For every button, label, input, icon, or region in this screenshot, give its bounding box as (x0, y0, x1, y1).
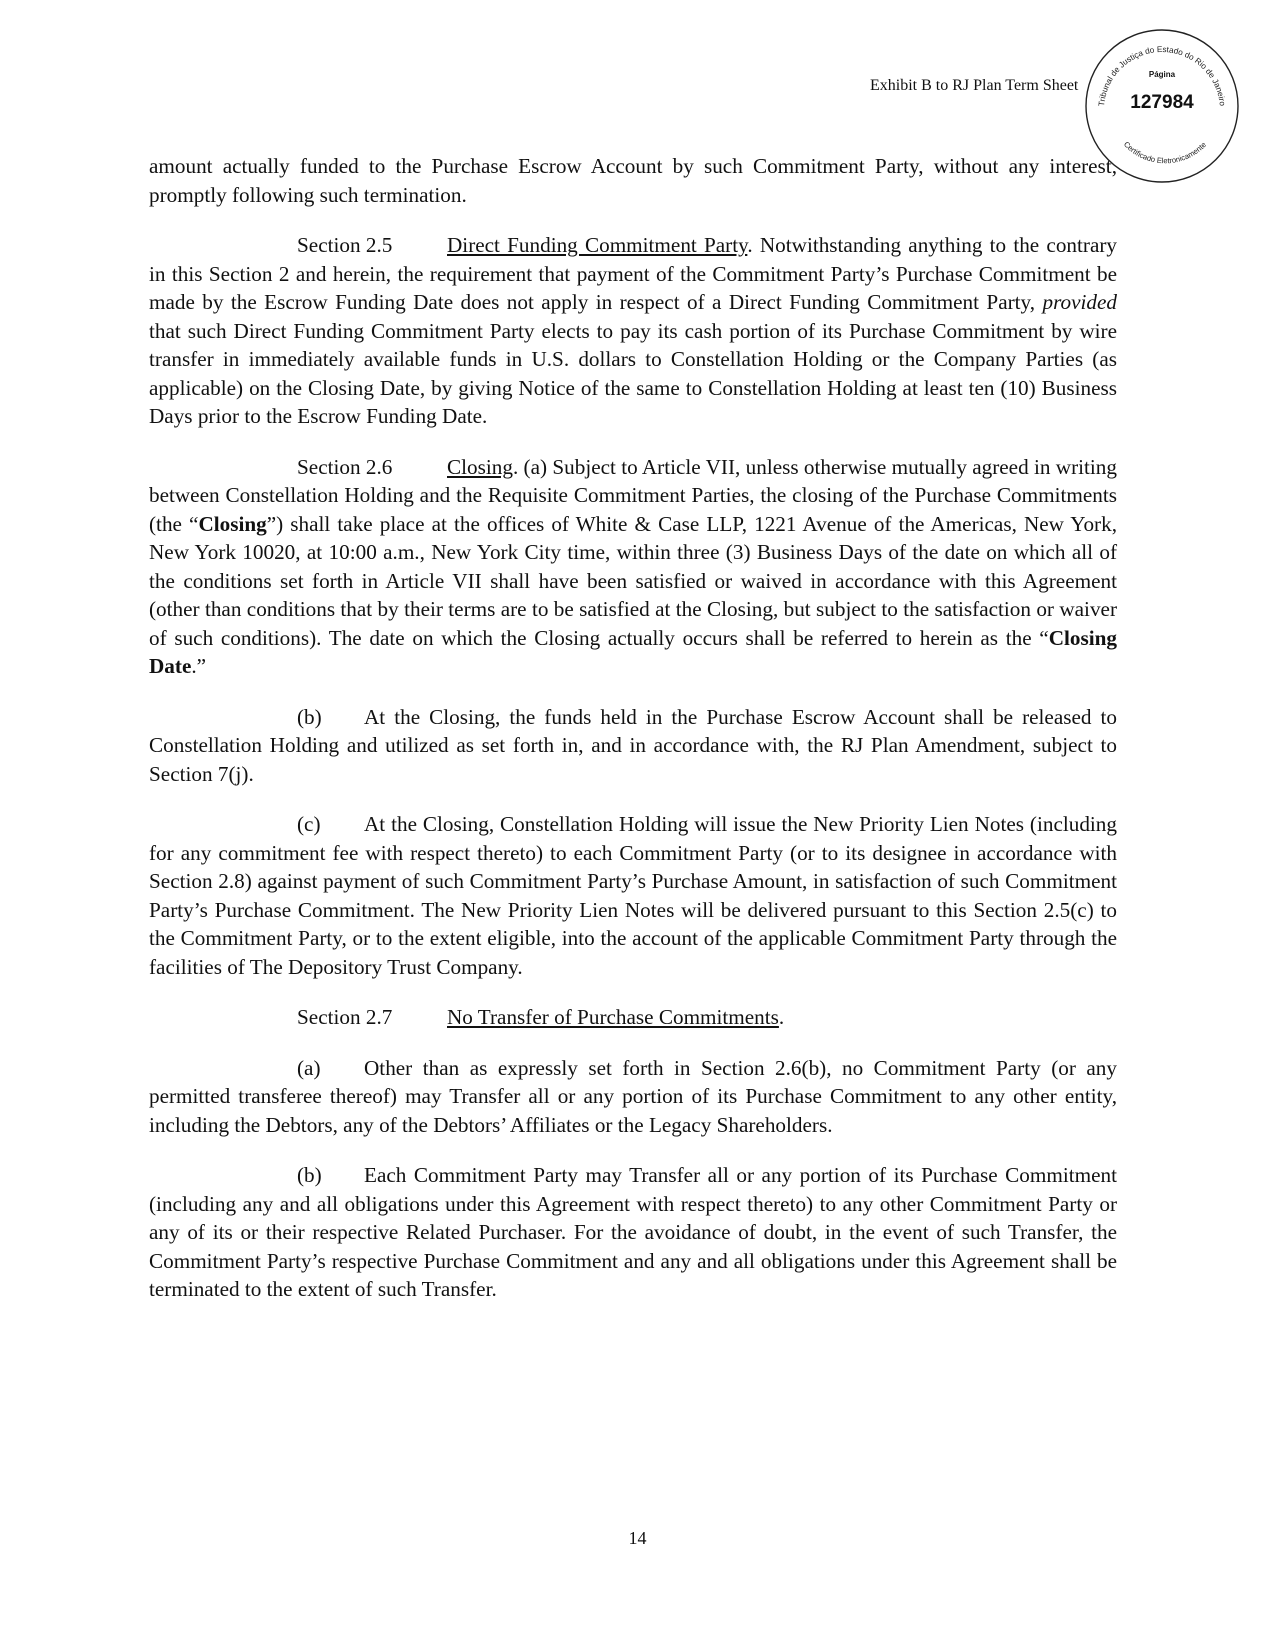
section-text: that such Direct Funding Commitment Party elects to pay its cash portion of its Purchase Commitment by wire transfer in immediately available funds in U.S. dollars to Constellation Holding or the Company Parties (as applicable) on the Closing Date, by giving Notice of the same to Constellation Holding at least ten (10) Business Days prior to the Escrow Funding Date. (149, 318, 1117, 428)
subsection-label: (b) (297, 704, 322, 729)
subsection-text: At the Closing, the funds held in the Purchase Escrow Account shall be released to Constellation Holding and utilized as set forth in, and in accordance with, the RJ Plan Amendment, subject to Section 7(j). (149, 704, 1117, 786)
subsection-label: (c) (297, 812, 321, 836)
subsection-2-6-c (149, 810, 1117, 981)
subsection-label: (b) (297, 1163, 322, 1187)
subsection-2-7-a (149, 1054, 1117, 1140)
section-2-5-paragraph (149, 231, 1117, 431)
page-number: 14 (628, 1528, 647, 1548)
section-text: ”) shall take place at the offices of White & Case LLP, 1221 Avenue of the Americas, New York, New York 10020, at 10:00 a.m., New York City time, within three (3) Business Days of the date on which all of the conditions set forth in Article VII shall have been satisfied or waived in accordance with this Agreement (other than conditions that by their terms are to be satisfied at the Closing, but subject to the satisfaction or waiver of such conditions). The date on which the Closing actually occurs shall be referred to herein as the “ (149, 511, 1117, 650)
italic-term: provided (1042, 290, 1117, 314)
document-body (149, 152, 1117, 1304)
seal-bottom-arc-text: Certificado Eletronicamente (1121, 139, 1208, 166)
section-text: . (778, 1005, 785, 1029)
subsection-text: At the Closing, Constellation Holding will issue the New Priority Lien Notes (including for any commitment fee with respect thereto) to each Commitment Party (or to its designee in accordance with Section 2.8) against payment of such Commitment Party’s Purchase Amount, in satisfaction of such Commitment Party’s Purchase Commitment. The New Priority Lien Notes will be delivered pursuant to this Section 2.5(c) to the Commitment Party, or to the extent eligible, into the account of the applicable Commitment Party through the facilities of The Depository Trust Company. (149, 812, 1117, 979)
subsection-text: Each Commitment Party may Transfer all or any portion of its Purchase Commitment (including any and all obligations under this Agreement with respect thereto) to any other Commitment Party or any of its or their respective Related Purchaser. For the avoidance of doubt, in the event of such Transfer, the Commitment Party’s respective Purchase Commitment and any and all obligations under this Agreement shall be terminated to the extent of such Transfer. (149, 1163, 1117, 1301)
section-heading: No Transfer of Purchase Commitments (447, 1005, 779, 1029)
carry-over-paragraph: amount actually funded to the Purchase Escrow Account by such Commitment Party, without any interest, promptly following such termination. (149, 154, 1117, 207)
section-2-6-paragraph (149, 453, 1117, 681)
subsection-text: Other than as expressly set forth in Section 2.6(b), no Commitment Party (or any permitted transferee thereof) may Transfer all or any portion of its Purchase Commitment to any other entity, including the Debtors, any of the Debtors’ Affiliates or the Legacy Shareholders. (149, 1055, 1117, 1137)
seal-top-arc-text: Tribunal de Justiça do Estado do Rio de Janeiro (1097, 44, 1227, 107)
section-number: Section 2.6 (297, 454, 393, 479)
section-number: Section 2.7 (297, 1005, 393, 1029)
subsection-2-7-b (149, 1161, 1117, 1304)
defined-term: Closing Date (149, 625, 1117, 678)
section-text: . Notwithstanding anything to the contrary in this Section 2 and herein, the requirement that payment of the Commitment Party’s Purchase Commitment be made by the Escrow Funding Date does not apply in respect of a Direct Funding Commitment Party, (149, 233, 1117, 314)
section-text: .” (191, 654, 207, 678)
subsection-label: (a) (297, 1055, 321, 1080)
section-heading: Direct Funding Commitment Party (447, 233, 748, 257)
subsection-2-6-b (149, 703, 1117, 789)
section-number: Section 2.5 (297, 233, 393, 257)
seal-page-number: 127984 (1130, 92, 1194, 113)
section-text: . (a) Subject to Article VII, unless otherwise mutually agreed in writing between Constellation Holding and the Requisite Commitment Parties, the closing of the Purchase Commitments (the “ (149, 454, 1117, 536)
running-header: Exhibit B to RJ Plan Term Sheet (870, 77, 1079, 94)
seal-page-label: Página (1148, 70, 1176, 79)
defined-term: Closing (198, 511, 267, 536)
section-heading: Closing (447, 454, 513, 479)
section-2-7-paragraph (149, 1003, 1117, 1032)
